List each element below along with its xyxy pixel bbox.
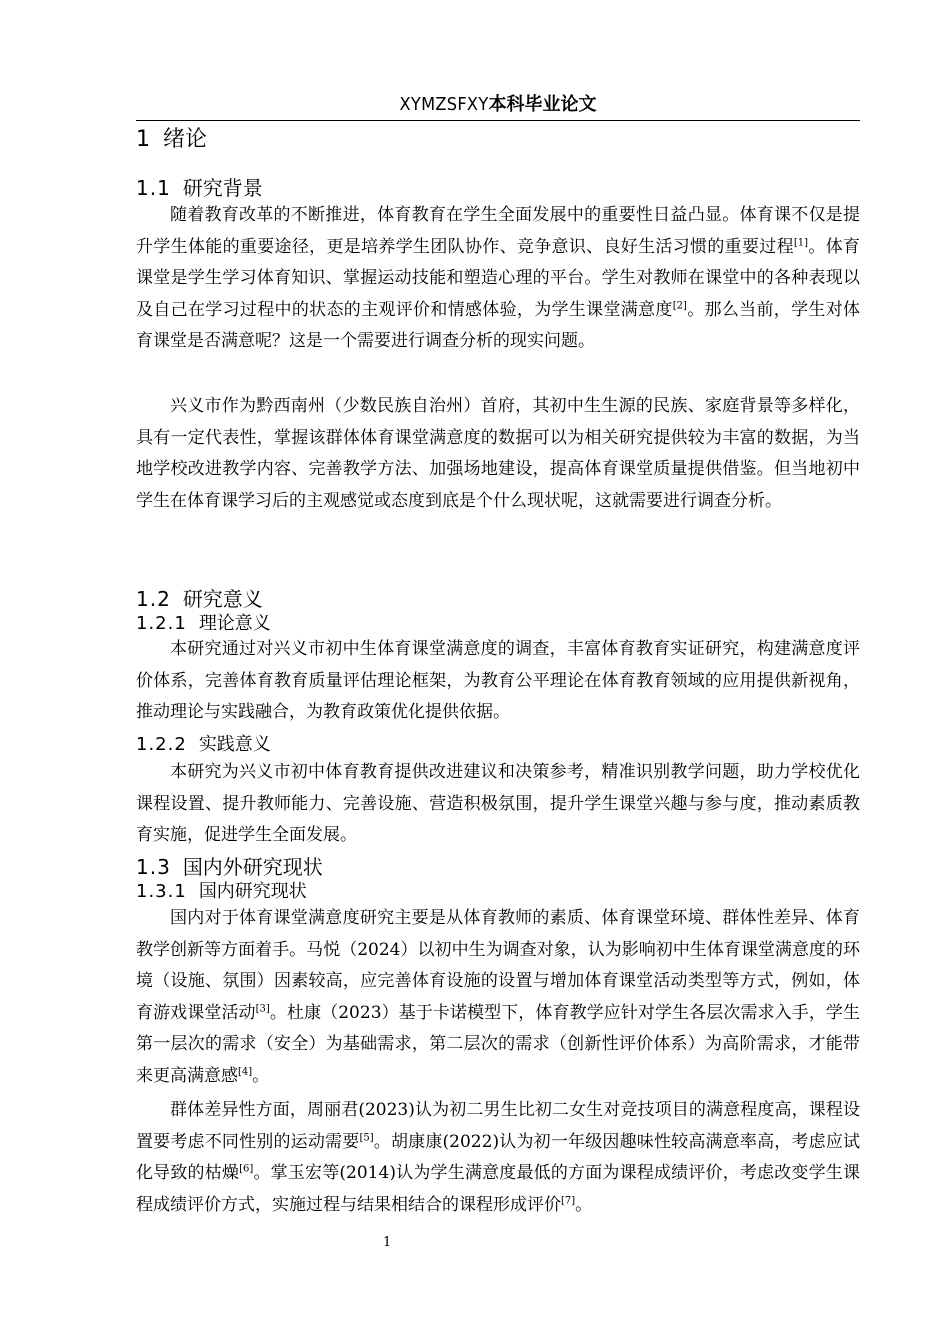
header-title: XYMZSFXY本科毕业论文 <box>399 94 597 115</box>
citation-ref: [2] <box>672 300 687 312</box>
running-header <box>136 90 860 121</box>
citation-ref: [1] <box>793 236 809 248</box>
paragraph-background-2: 兴义市作为黔西南州（少数民族自治州）首府，其初中生生源的民族、家庭背景等多样化，具有一定代表性，掌握该群体体育课堂满意度的数据可以为相关研究提供较为丰富的数据，为当地学校改进教学内容、完善教学方法、加强场地建设，提高体育课堂质量提供借鉴。但当地初中学生在体育课学习后的主观感觉或态度到底是个什么现状呢，这就需要进行调查分析。 <box>136 396 860 511</box>
citation-ref: [3] <box>255 1003 270 1015</box>
paragraph-background-1: 随着教育改革的不断推进，体育教育在学生全面发展中的重要性日益凸显。体育课不仅是提升学生体能的重要途径，更是培养学生团队协作、竞争意识、良好生活习惯的重要过程[1]。体育课堂是学生学习体育知识、掌握运动技能和塑造心理的平台。学生对教师在课堂中的各种表现以及自己在学习过程中的状态的主观评价和情感体验，为学生课堂满意度[2]。那么当前，学生对体育课堂是否满意呢？这是一个需要进行调查分析的现实问题。 <box>136 205 861 352</box>
subsection-heading-1-3-1: 1.3.1 国内研究现状 <box>136 881 307 902</box>
section-heading-1-1: 1.1 研究背景 <box>136 176 263 200</box>
page-number: 1 <box>383 1235 392 1250</box>
citation-ref: [4] <box>238 1066 253 1078</box>
citation-ref: [5] <box>359 1131 374 1143</box>
chapter-heading: 1 绪论 <box>136 127 208 152</box>
citation-ref: [6] <box>239 1163 254 1175</box>
paragraph-theory: 本研究通过对兴义市初中生体育课堂满意度的调查，丰富体育教育实证研究，构建满意度评价体系，完善体育教育质量评估理论框架，为教育公平理论在体育教育领域的应用提供新视角，推动理论与实践融合，为教育政策优化提供依据。 <box>136 639 860 723</box>
citation-ref: [7] <box>561 1195 576 1207</box>
paragraph-domestic-2: 群体差异性方面，周丽君(2023)认为初二男生比初二女生对竞技项目的满意程度高，课程设置要考虑不同性别的运动需要[5]。胡康康(2022)认为初一年级因趣味性较高满意率高，考虑应试化导致的枯燥[6]。掌玉宏等(2014)认为学生满意度最低的方面为课程成绩评价，考虑改变学生课程成绩评价方式，实施过程与结果相结合的课程形成评价[7]。 <box>136 1100 861 1215</box>
paragraph-domestic-1: 国内对于体育课堂满意度研究主要是从体育教师的素质、体育课堂环境、群体性差异、体育教学创新等方面着手。马悦（2024）以初中生为调查对象，认为影响初中生体育课堂满意度的环境（设施、氛围）因素较高，应完善体育设施的设置与增加体育课堂活动类型等方式，例如，体育游戏课堂活动[3]。杜康（2023）基于卡诺模型下，体育教学应针对学生各层次需求入手，学生第一层次的需求（安全）为基础需求，第二层次的需求（创新性评价体系）为高阶需求，才能带来更高满意感[4]。 <box>136 908 860 1086</box>
subsection-heading-1-2-1: 1.2.1 理论意义 <box>136 613 271 634</box>
subsection-heading-1-2-2: 1.2.2 实践意义 <box>136 734 271 755</box>
section-heading-1-2: 1.2 研究意义 <box>136 587 263 611</box>
paragraph-practice: 本研究为兴义市初中体育教育提供改进建议和决策参考，精准识别教学问题，助力学校优化课程设置、提升教师能力、完善设施、营造积极氛围，提升学生课堂兴趣与参与度，推动素质教育实施，促进学生全面发展。 <box>136 762 860 846</box>
section-heading-1-3: 1.3 国内外研究现状 <box>136 855 323 879</box>
